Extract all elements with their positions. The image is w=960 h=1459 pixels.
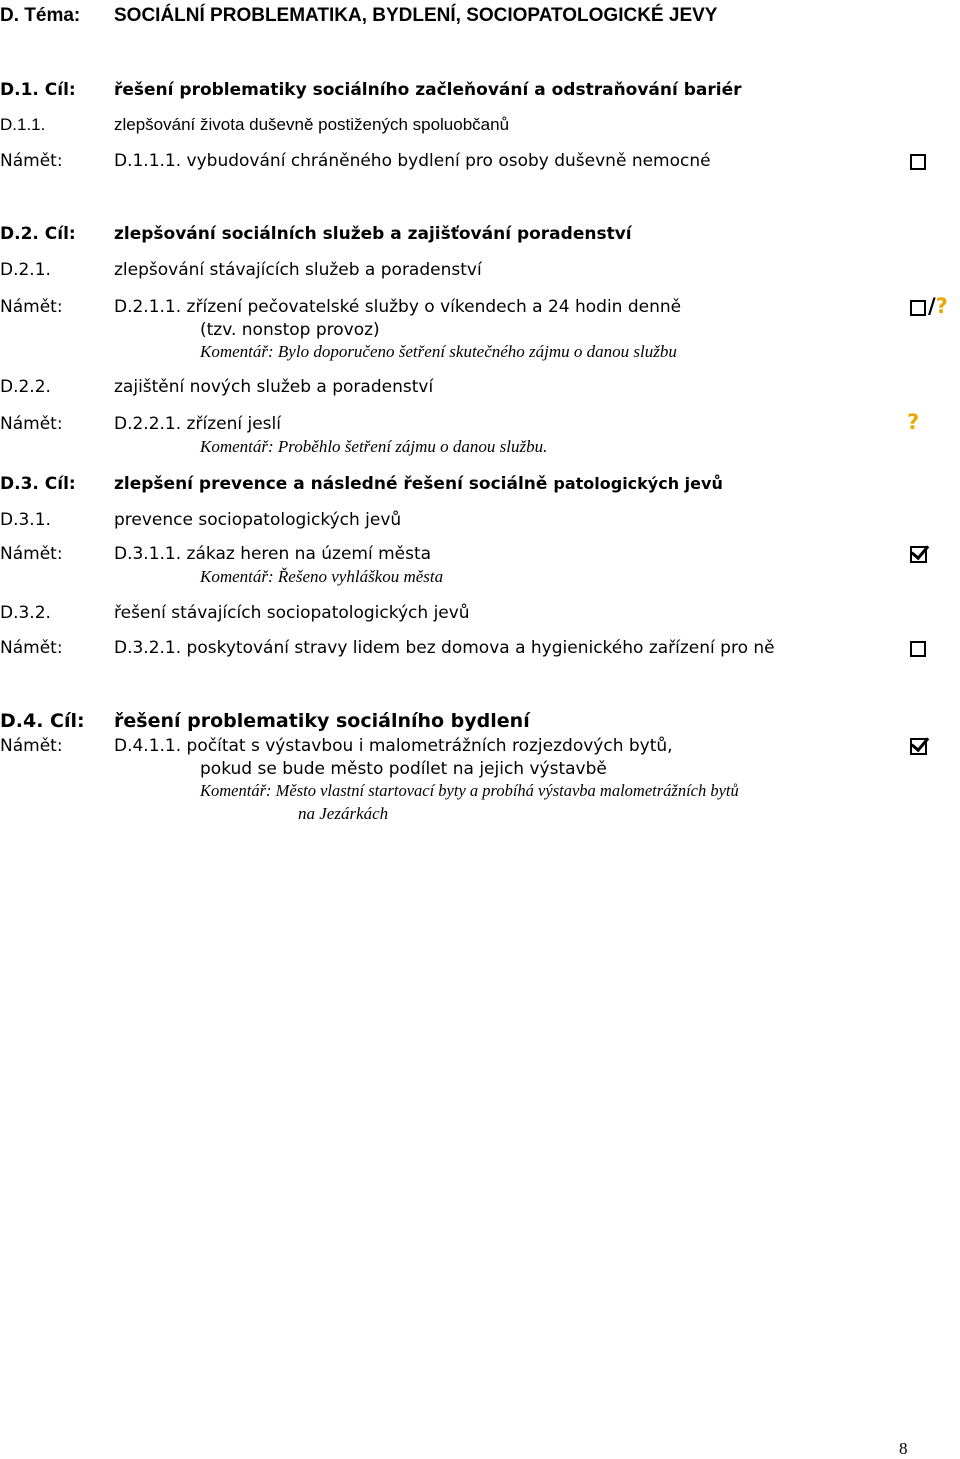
question-icon: ? bbox=[935, 294, 948, 318]
d2-sub1-text: zlepšování stávajících služeb a poradenství bbox=[114, 260, 482, 280]
d2-sub2-label: D.2.2. bbox=[0, 377, 51, 397]
tema-title: SOCIÁLNÍ PROBLEMATIKA, BYDLENÍ, SOCIOPATOLOGICKÉ JEVY bbox=[114, 5, 718, 26]
d2-label: D.2. Cíl: bbox=[0, 224, 76, 244]
d4-namet-label: Námět: bbox=[0, 736, 63, 756]
tema-label: D. Téma: bbox=[0, 5, 81, 26]
d3-sub2-text: řešení stávajících sociopatologických jevů bbox=[114, 603, 470, 623]
d3-namet1-text: D.3.1.1. zákaz heren na území města bbox=[114, 544, 432, 564]
d2-namet1-comment: Komentář: Bylo doporučeno šetření skutečného zájmu o danou službu bbox=[200, 342, 677, 361]
d4-label: D.4. Cíl: bbox=[0, 710, 85, 732]
d2-namet1-line2: (tzv. nonstop provoz) bbox=[200, 320, 380, 340]
d3-title bbox=[114, 474, 723, 494]
d1-title: řešení problematiky sociálního začleňování a odstraňování bariér bbox=[114, 80, 742, 100]
d4-namet1-line2: pokud se bude město podílet na jejich výstavbě bbox=[200, 759, 607, 779]
d1-namet1-text: D.1.1.1. vybudování chráněného bydlení pro osoby duševně nemocné bbox=[114, 151, 711, 171]
d2-namet-label: Námět: bbox=[0, 297, 63, 317]
page-number: 8 bbox=[899, 1439, 908, 1458]
checked-checkbox-icon bbox=[910, 735, 927, 755]
status-icons-d2-namet1 bbox=[910, 296, 948, 316]
d3-namet2-label: Námět: bbox=[0, 638, 63, 658]
d2-sub2-text: zajištění nových služeb a poradenství bbox=[114, 377, 434, 397]
d2-namet2-label: Námět: bbox=[0, 414, 63, 434]
question-icon: ? bbox=[907, 410, 920, 434]
d3-title-small: patologických jevů bbox=[553, 474, 723, 493]
d2-title: zlepšování sociálních služeb a zajišťování poradenství bbox=[114, 224, 632, 244]
d1-sub1-label: D.1.1. bbox=[0, 115, 46, 134]
d4-namet1-comment2: na Jezárkách bbox=[298, 804, 389, 823]
d1-label: D.1. Cíl: bbox=[0, 80, 76, 100]
empty-checkbox-icon bbox=[910, 300, 926, 316]
d4-namet1-line1: D.4.1.1. počítat s výstavbou i malometrážních rozjezdových bytů, bbox=[114, 736, 673, 756]
d3-namet2-text: D.3.2.1. poskytování stravy lidem bez domova a hygienického zařízení pro ně bbox=[114, 638, 775, 658]
d3-sub1-label: D.3.1. bbox=[0, 510, 51, 530]
d3-sub2-label: D.3.2. bbox=[0, 603, 51, 623]
d3-title-main: zlepšení prevence a následné řešení sociálně bbox=[114, 474, 554, 494]
d4-title: řešení problematiky sociálního bydlení bbox=[114, 710, 530, 732]
d1-sub1-text: zlepšování života duševně postižených spoluobčanů bbox=[114, 115, 510, 134]
checked-checkbox-icon bbox=[910, 543, 927, 563]
d3-sub1-text: prevence sociopatologických jevů bbox=[114, 510, 402, 530]
empty-checkbox-icon bbox=[910, 150, 926, 170]
d1-namet-label: Námět: bbox=[0, 151, 63, 171]
d2-namet2-comment: Komentář: Proběhlo šetření zájmu o danou službu. bbox=[200, 437, 548, 456]
d2-namet1-line1: D.2.1.1. zřízení pečovatelské služby o víkendech a 24 hodin denně bbox=[114, 297, 682, 317]
empty-checkbox-icon bbox=[910, 637, 926, 657]
d4-namet1-comment1: Komentář: Město vlastní startovací byty a probíhá výstavba malometrážních bytů bbox=[200, 781, 739, 800]
d3-namet-label: Námět: bbox=[0, 544, 63, 564]
d2-sub1-label: D.2.1. bbox=[0, 260, 51, 280]
slash-separator: / bbox=[928, 294, 936, 318]
d2-namet2-text: D.2.2.1. zřízení jeslí bbox=[114, 414, 281, 434]
d3-namet1-comment: Komentář: Řešeno vyhláškou města bbox=[200, 567, 444, 586]
d3-label: D.3. Cíl: bbox=[0, 474, 76, 494]
